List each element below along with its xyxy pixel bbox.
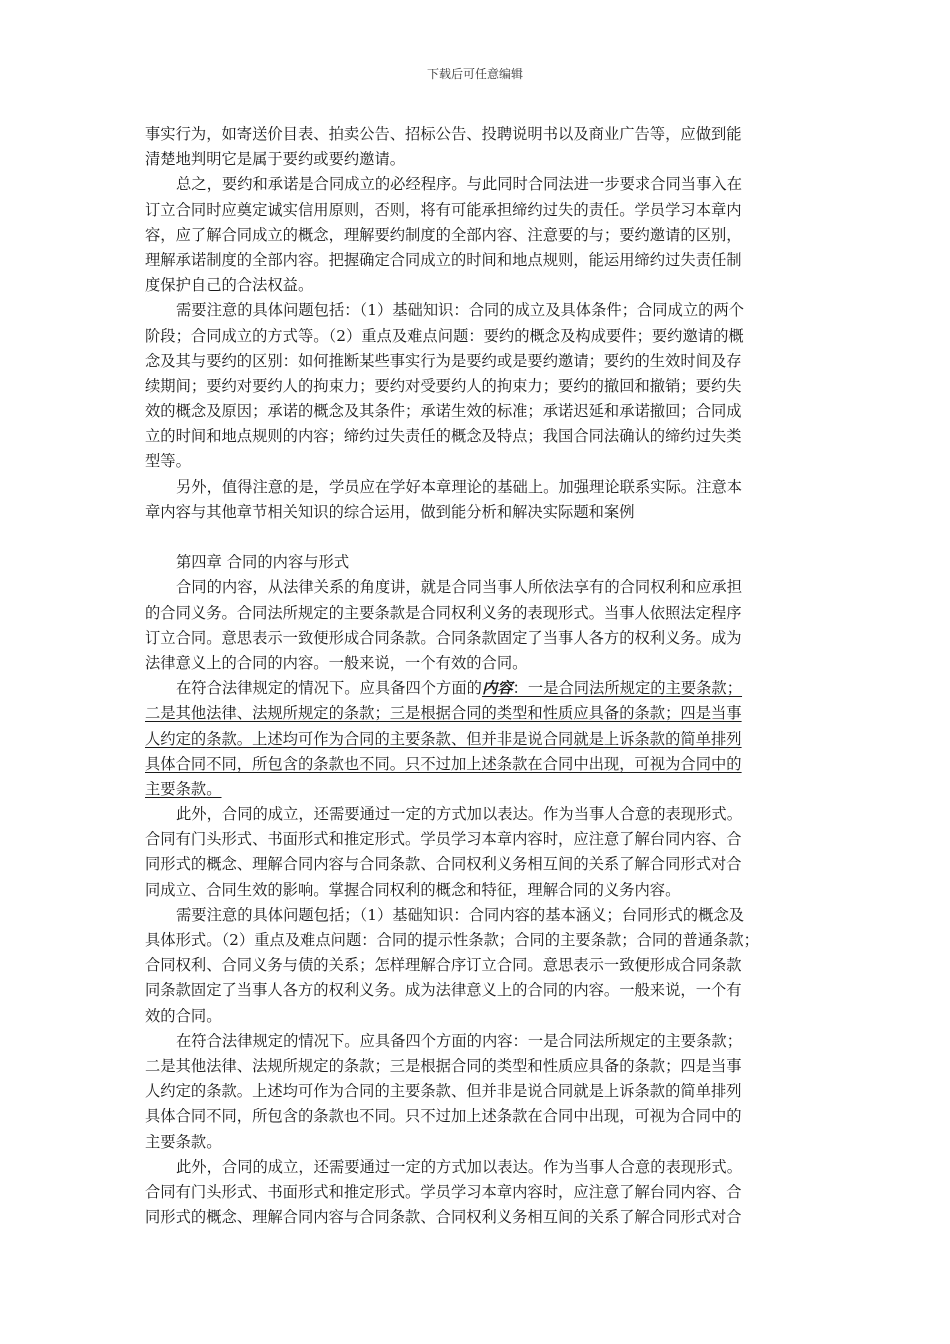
chapter-title: 第四章 合同的内容与形式 — [176, 553, 350, 572]
paragraph-clauses-repeat — [145, 1029, 817, 1155]
underlined-text: 人约定的条款。上述均可作为合同的主要条款、但并非是说合同就是上诉条款的简单排列 — [145, 729, 742, 748]
text-line: 效的合同。 — [145, 1006, 222, 1025]
underlined-text: 主要条款。 — [145, 779, 222, 798]
paragraph-contract-form — [145, 802, 817, 903]
paragraph-chapter4-issues — [145, 903, 817, 1029]
text-line — [145, 701, 817, 726]
text-line: 同条款固定了当事人各方的权利义务。成为法律意义上的合同的内容。一般来说，一个有 — [145, 981, 742, 1000]
text-line: 订立合同。意思表示一致便形成合同条款。合同条款固定了当事人各方的权利义务。成为 — [145, 628, 742, 647]
text-line: 具体合同不同，所包含的条款也不同。只不过加上述条款在合同中出现，可视为合同中的 — [145, 1107, 742, 1126]
text-line: 章内容与其他章节相关知识的综合运用，做到能分析和解决实际题和案例 — [145, 502, 635, 521]
paragraph-offer-facts — [145, 122, 817, 172]
paragraph-summary — [145, 172, 817, 298]
text-line: 合同有门头形式、书面形式和推定形式。学员学习本章内容时，应注意了解台同内容、合 — [145, 1182, 742, 1201]
emphasized-keyword — [482, 679, 742, 697]
text-line: 合同有门头形式、书面形式和推定形式。学员学习本章内容时，应注意了解台同内容、合 — [145, 830, 742, 849]
text-line: 需要注意的具体问题包括：（1）基础知识：合同的成立及具体条件；合同成立的两个 — [176, 301, 745, 320]
text-line: 的合同义务。合同法所规定的主要条款是合同权利义务的表现形式。当事人依照法定程序 — [145, 603, 742, 622]
text-line: 阶段；合同成立的方式等。（2）重点及难点问题：要约的概念及构成要件；要约邀请的概 — [145, 326, 744, 345]
paragraph-issues — [145, 298, 817, 474]
page-header: 下载后可任意编辑 — [426, 67, 523, 81]
text-line: 型等。 — [145, 452, 191, 471]
text-line: 续期间；要约对要约人的拘束力；要约对受要约人的拘束力；要约的撤回和撤销；要约失 — [145, 376, 742, 395]
text-line: 在符合法律规定的情况下。应具备四个方面的内容：一是合同法所规定的主要条款； — [176, 1031, 742, 1050]
paragraph-note — [145, 475, 817, 525]
text-line: 二是其他法律、法规所规定的条款；三是根据合同的类型和性质应具备的条款；四是当事 — [145, 1056, 742, 1075]
paragraph-contract-content — [145, 575, 817, 676]
text-line: 此外，合同的成立，还需要通过一定的方式加以表达。作为当事人合意的表现形式。 — [176, 805, 742, 824]
text-line: 容，应了解合同成立的概念，理解要约制度的全部内容、注意要的与；要约邀请的区别， — [145, 225, 742, 244]
underlined-text: 具体合同不同，所包含的条款也不同。只不过加上述条款在合同中出现，可视为合同中的 — [145, 754, 742, 773]
underlined-text: 二是其他法律、法规所规定的条款；三是根据合同的类型和性质应具备的条款；四是当事 — [145, 704, 742, 723]
text-line: 同形式的概念、理解合同内容与合同条款、合同权利义务相互间的关系了解合同形式对合 — [145, 1208, 742, 1227]
text-line: 主要条款。 — [145, 1132, 222, 1151]
document-body — [145, 122, 817, 1230]
text-line: 同形式的概念、理解合同内容与合同条款、合同权利义务相互间的关系了解合同形式对合 — [145, 855, 742, 874]
text-line: 合同的内容，从法律关系的角度讲，就是合同当事人所依法享有的合同权利和应承担 — [176, 578, 742, 597]
text-line: 法律意义上的合同的内容。一般来说，一个有效的合同。 — [145, 653, 528, 672]
text-line: 具体形式。（2）重点及难点问题：合同的提示性条款；合同的主要条款；合同的普通条款； — [145, 931, 759, 949]
underlined-text: ：一是合同法所规定的主要条款； — [512, 679, 743, 698]
text-line — [145, 752, 817, 777]
text-line: 理解承诺制度的全部内容。把握确定合同成立的时间和地点规则，能运用缔约过失责任制 — [145, 250, 742, 269]
paragraph-form-repeat — [145, 1155, 817, 1231]
text-segment: 在符合法律规定的情况下。应具备四个方面的 — [176, 679, 482, 698]
paragraph-underlined-clauses — [145, 676, 817, 802]
text-line: 合同权利、合同义务与债的关系；怎样理解合序订立合同。意思表示一致便形成合同条款 — [145, 956, 742, 975]
text-line — [145, 727, 817, 752]
text-line: 此外，合同的成立，还需要通过一定的方式加以表达。作为当事人合意的表现形式。 — [176, 1157, 742, 1176]
keyword-text: 内容 — [481, 679, 513, 698]
text-line: 立的时间和地点规则的内容；缔约过失责任的概念及特点；我国合同法确认的缔约过失类 — [145, 427, 742, 446]
text-line: 订立合同时应奠定诚实信用原则，否则，将有可能承担缔约过失的责任。学员学习本章内 — [145, 200, 742, 219]
text-line: 效的概念及原因；承诺的概念及其条件；承诺生效的标准；承诺迟延和承诺撤回；合同成 — [145, 402, 742, 421]
text-line: 清楚地判明它是属于要约或要约邀请。 — [145, 150, 406, 169]
text-line: 需要注意的具体问题包括；（1）基础知识：合同内容的基本涵义；台同形式的概念及 — [176, 905, 745, 924]
text-line — [145, 676, 817, 701]
text-line: 总之，要约和承诺是合同成立的必经程序。与此同时合同法进一步要求合同当事入在 — [176, 175, 742, 194]
blank-line — [145, 525, 817, 550]
text-line — [145, 777, 817, 802]
text-line: 事实行为，如寄送价目表、拍卖公告、招标公告、投聘说明书以及商业广告等，应做到能 — [145, 125, 742, 143]
text-line: 另外，值得注意的是，学员应在学好本章理论的基础上。加强理论联系实际。注意本 — [176, 477, 742, 496]
text-line: 同成立、合同生效的影响。掌握合同权利的概念和特征，理解合同的义务内容。 — [145, 880, 681, 899]
text-line: 念及其与要约的区别：如何推断某些事实行为是要约或是要约邀请；要约的生效时间及存 — [145, 351, 742, 370]
text-line: 度保护自己的合法权益。 — [145, 276, 314, 295]
text-line: 人约定的条款。上述均可作为合同的主要条款、但并非是说合同就是上诉条款的简单排列 — [145, 1082, 742, 1101]
